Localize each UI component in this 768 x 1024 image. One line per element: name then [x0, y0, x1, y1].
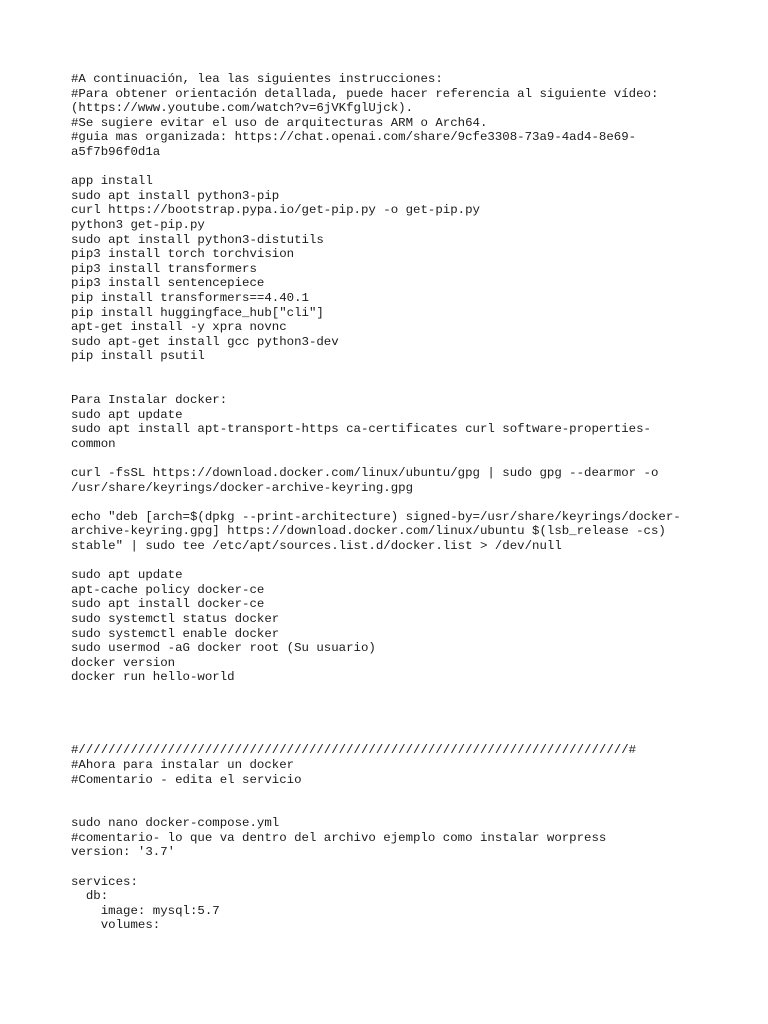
text-line: docker version: [71, 655, 176, 670]
text-line: apt-get install -y xpra novnc: [71, 320, 287, 335]
text-line: pip3 install transformers: [71, 261, 257, 276]
document-body: [71, 72, 731, 933]
text-line: #Para obtener orientación detallada, puede hacer referencia al siguiente vídeo:: [71, 86, 659, 101]
text-line: pip install huggingface_hub["cli"]: [71, 305, 324, 320]
text-line: (https://www.youtube.com/watch?v=6jVKfglUjck).: [71, 101, 414, 116]
text-line: #comentario- lo que va dentro del archivo ejemplo como instalar worpress: [71, 830, 607, 845]
text-line: version: '3.7': [71, 845, 176, 860]
text-line: [71, 714, 731, 729]
text-line: #Comentario - edita el servicio: [71, 772, 302, 787]
text-line: [71, 451, 731, 466]
text-line: [71, 802, 731, 817]
text-line: [71, 554, 731, 569]
text-line: [71, 700, 731, 715]
text-line: sudo systemctl status docker: [71, 611, 280, 626]
text-line: Para Instalar docker:: [71, 393, 228, 408]
text-line: /usr/share/keyrings/docker-archive-keyring.gpg: [71, 480, 414, 495]
text-line: archive-keyring.gpg] https://download.docker.com/linux/ubuntu $(lsb_release -cs): [71, 524, 666, 539]
text-line: image: mysql:5.7: [71, 903, 220, 918]
text-line: curl https://bootstrap.pypa.io/get-pip.py -o get-pip.py: [71, 203, 480, 218]
text-line: #guia mas organizada: https://chat.openai.com/share/9cfe3308-73a9-4ad4-8e69-: [71, 130, 637, 145]
text-line: services:: [71, 874, 138, 889]
text-line: sudo apt update: [71, 407, 183, 422]
text-line: sudo usermod -aG docker root (Su usuario): [71, 641, 376, 656]
text-line: sudo systemctl enable docker: [71, 626, 280, 641]
text-line: [71, 685, 731, 700]
text-line: pip install transformers==4.40.1: [71, 290, 309, 305]
text-line: db:: [71, 889, 109, 904]
text-line: [71, 787, 731, 802]
text-line: sudo nano docker-compose.yml: [71, 816, 280, 831]
text-line: #Se sugiere evitar el uso de arquitecturas ARM o Arch64.: [71, 115, 488, 130]
text-line: sudo apt install python3-pip: [71, 188, 280, 203]
text-line: sudo apt-get install gcc python3-dev: [71, 334, 339, 349]
text-line: curl -fsSL https://download.docker.com/linux/ubuntu/gpg | sudo gpg --dearmor -o: [71, 466, 659, 481]
text-line: #Ahora para instalar un docker: [71, 757, 295, 772]
text-line: common: [71, 436, 116, 451]
text-line: docker run hello-world: [71, 670, 235, 685]
text-line: pip3 install sentencepiece: [71, 276, 265, 291]
text-line: apt-cache policy docker-ce: [71, 582, 265, 597]
text-line: sudo apt update: [71, 568, 183, 583]
text-line: #//////////////////////////////////////////////////////////////////////////#: [71, 743, 637, 758]
text-line: sudo apt install apt-transport-https ca-certificates curl software-properties-: [71, 422, 651, 437]
text-line: pip3 install torch torchvision: [71, 247, 295, 262]
text-line: [71, 160, 731, 175]
text-line: sudo apt install python3-distutils: [71, 232, 324, 247]
text-line: [71, 364, 731, 379]
text-line: stable" | sudo tee /etc/apt/sources.list.d/docker.list > /dev/null: [71, 539, 562, 553]
text-line: [71, 495, 731, 510]
text-line: app install: [71, 174, 153, 189]
text-line: volumes:: [71, 918, 161, 933]
text-line: [71, 729, 731, 744]
text-line: a5f7b96f0d1a: [71, 144, 161, 159]
text-line: #A continuación, lea las siguientes instrucciones:: [71, 72, 443, 86]
text-line: python3 get-pip.py: [71, 217, 205, 232]
text-line: sudo apt install docker-ce: [71, 597, 265, 612]
text-line: [71, 860, 731, 875]
text-line: [71, 378, 731, 393]
text-line: echo "deb [arch=$(dpkg --print-architecture) signed-by=/usr/share/keyrings/docker-: [71, 509, 681, 524]
text-line: pip install psutil: [71, 349, 205, 364]
